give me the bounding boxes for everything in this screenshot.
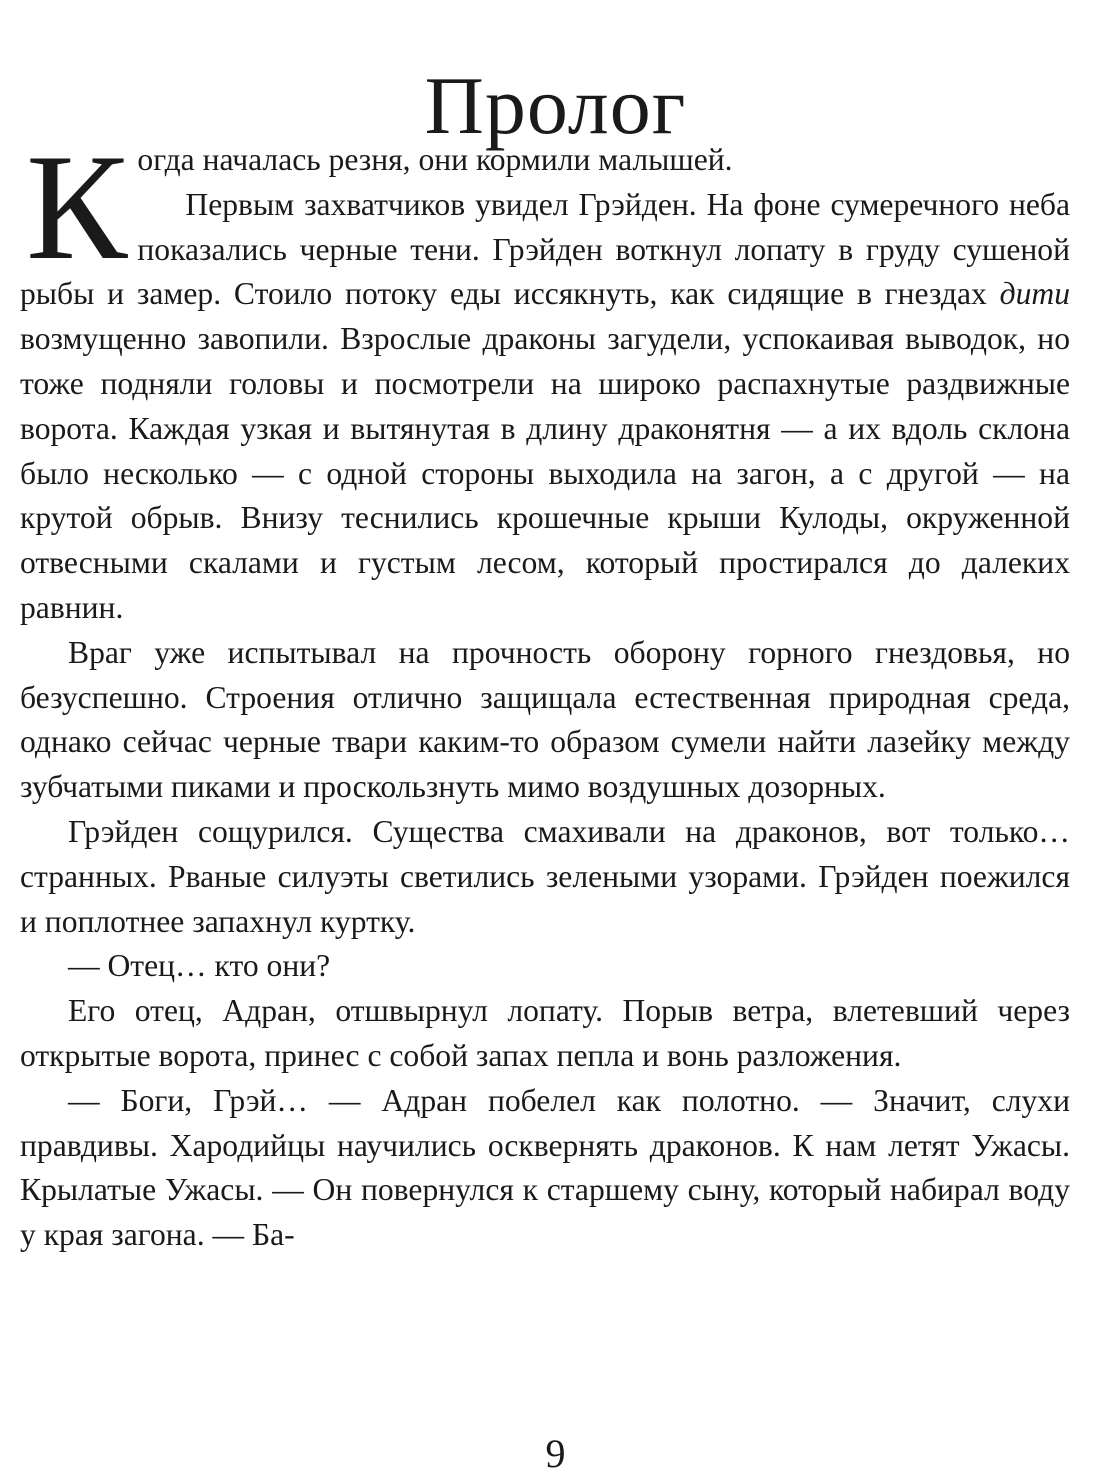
paragraph-6: Его отец, Адран, отшвырнул лопату. Порыв ветра, влетевший через открытые ворота, принес с собой запах пепла и вонь разложения. [20, 993, 1070, 1073]
paragraph-4: Грэйден сощурился. Существа смахивали на драконов, вот только… странных. Рваные силуэты светились зелеными узорами. Грэйден поежился и поплотнее запахнул куртку. [20, 813, 1070, 939]
chapter-title: Пролог [424, 59, 687, 151]
paragraph-2-text-b: возмущенно завопили. Взрослые драконы загудели, успокаивая выводок, но тоже подняли головы и посмотрели на широко распахнутые раздвижные ворота. Каждая узкая и вытянутая в длину драконятня — а их вдоль склона было несколько — с одной стороны выходила на загон, а с другой — на крутой обрыв. Внизу теснились крошечные крыши Кулоды, окруженной отвесными скалами и густым лесом, который простирался до далеких равнин. [20, 321, 1070, 625]
paragraph-5-dialogue: — Отец… кто они? [68, 948, 331, 984]
drop-cap: К [26, 123, 128, 291]
page-number: 9 [545, 1431, 566, 1476]
paragraph-7-dialogue: — Боги, Грэй… — Адран побелел как полотно. — Значит, слухи правдивы. Хародийцы научились осквернять драконов. К нам летят Ужасы. Крылатые Ужасы. — Он повернулся к старшему сыну, который набирал воду у края загона. — Ба- [20, 1082, 1070, 1253]
paragraph-3: Враг уже испытывал на прочность оборону горного гнездовья, но безуспешно. Строения отлично защищала естественная природная среда, однако сейчас черные твари каким-то образом сумели найти лазейку между зубчатыми пиками и проскользнуть мимо воздушных дозорных. [20, 634, 1070, 805]
paragraph-2 [20, 183, 1070, 631]
italic-word: дити [999, 276, 1070, 312]
chapter-body [20, 123, 1070, 1258]
paragraph-1-text: огда началась резня, они кормили малышей. [137, 142, 733, 177]
paragraph-2-text-a: Первым захватчиков увидел Грэйден. На фоне сумеречного неба показались черные тени. Грэйден воткнул лопату в груду сушеной рыбы и замер. Стоило потоку еды иссякнуть, как сидящие в гнездах [20, 186, 1070, 312]
